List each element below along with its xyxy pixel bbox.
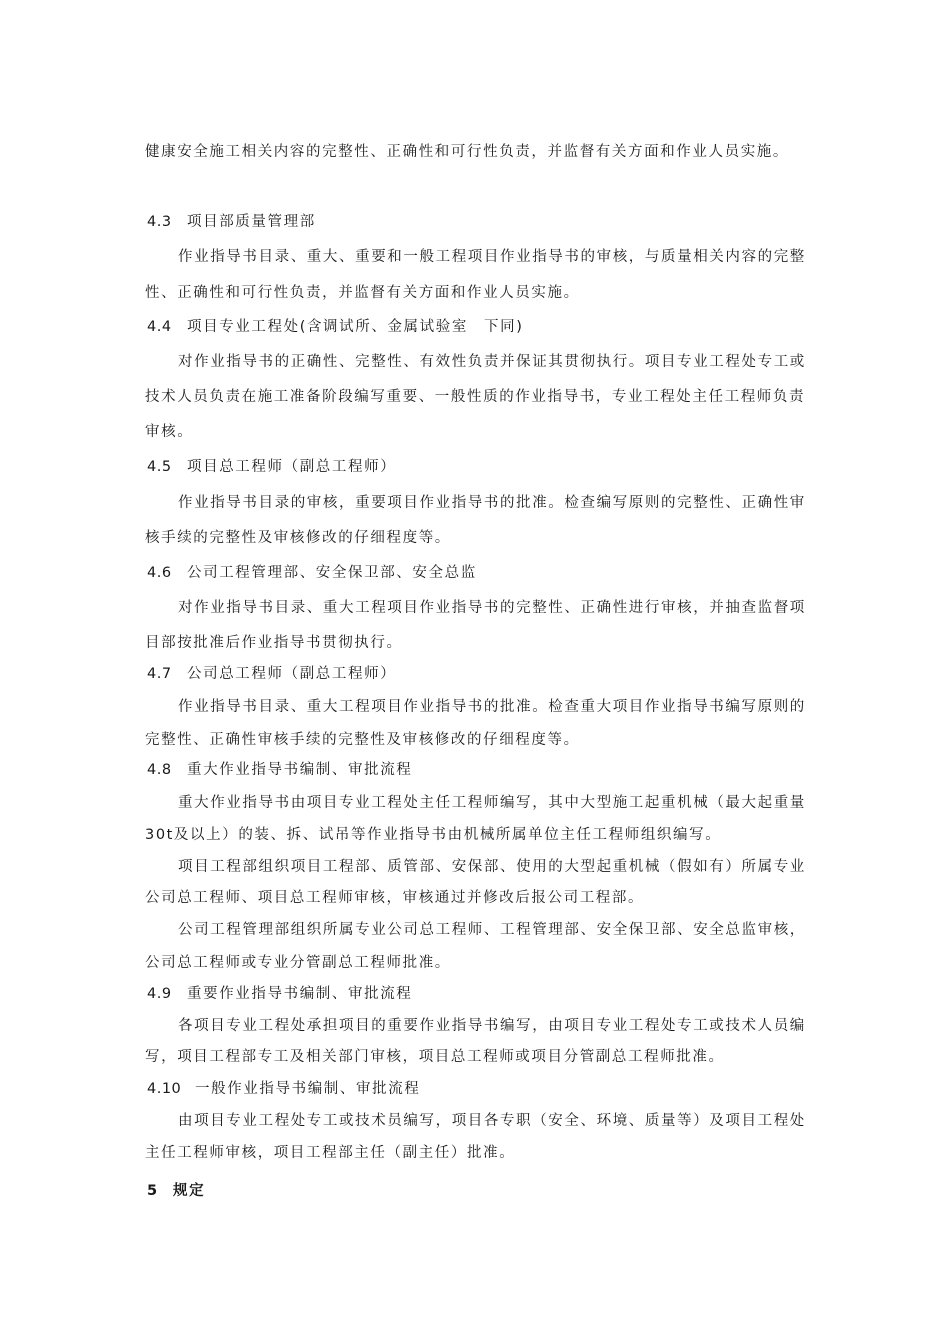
section-number: 4.3: [147, 214, 172, 230]
body-text-line: 作业指导书目录、重大工程项目作业指导书的批准。检查重大项目作业指导书编写原则的: [178, 699, 806, 715]
section-heading-4-7: [147, 664, 396, 684]
body-text-line: 重大作业指导书由项目专业工程处主任工程师编写，其中大型施工起重机械（最大起重量: [178, 795, 806, 811]
body-text-line: 项目工程部组织项目工程部、质管部、安保部、使用的大型起重机械（假如有）所属专业: [178, 859, 806, 875]
section-heading-4-3: [147, 212, 316, 232]
body-text-line: 作业指导书目录、重大、重要和一般工程项目作业指导书的审核，与质量相关内容的完整: [178, 249, 806, 265]
body-text-line: 公司总工程师、项目总工程师审核，审核通过并修改后报公司工程部。: [145, 890, 645, 906]
body-text-line: 性、正确性和可行性负责，并监督有关方面和作业人员实施。: [145, 285, 580, 301]
body-text-line: 完整性、正确性审核手续的完整性及审核修改的仔细程度等。: [145, 732, 580, 748]
body-text-line: 健康安全施工相关内容的完整性、正确性和可行性负责，并监督有关方面和作业人员实施。: [145, 144, 789, 160]
section-title: 一般作业指导书编制、审批流程: [195, 1081, 421, 1097]
section-number: 4.4: [147, 319, 172, 335]
body-text-line: 30t及以上）的装、拆、试吊等作业指导书由机械所属单位主任工程师组织编写。: [145, 827, 722, 843]
body-text-line: 目部按批准后作业指导书贯彻执行。: [145, 635, 403, 651]
section-title: 项目专业工程处(含调试所、金属试验室 下同): [187, 319, 524, 335]
body-text-line: 技术人员负责在施工准备阶段编写重要、一般性质的作业指导书，专业工程处主任工程师负责: [145, 389, 806, 405]
section-heading-4-9: [147, 984, 412, 1004]
section-title: 规定: [173, 1183, 206, 1199]
section-title: 公司总工程师（副总工程师）: [187, 666, 397, 682]
section-number: 4.7: [147, 666, 172, 682]
body-text-line: 公司工程管理部组织所属专业公司总工程师、工程管理部、安全保卫部、安全总监审核，: [178, 922, 806, 938]
body-text-line: 作业指导书目录的审核，重要项目作业指导书的批准。检查编写原则的完整性、正确性审: [178, 495, 806, 511]
section-heading-4-8: [147, 760, 412, 780]
body-text-line: 对作业指导书的正确性、完整性、有效性负责并保证其贯彻执行。项目专业工程处专工或: [178, 354, 806, 370]
section-title: 项目部质量管理部: [187, 214, 316, 230]
section-number: 4.10: [147, 1081, 182, 1097]
section-number: 4.5: [147, 459, 172, 475]
section-heading-4-10: [147, 1079, 420, 1099]
body-text-line: 主任工程师审核，项目工程部主任（副主任）批准。: [145, 1145, 516, 1161]
section-heading-4-6: [147, 563, 477, 583]
section-heading-4-4: [147, 317, 524, 337]
body-text-line: 核手续的完整性及审核修改的仔细程度等。: [145, 530, 451, 546]
section-title: 重要作业指导书编制、审批流程: [187, 986, 413, 1002]
section-heading-5: [147, 1181, 205, 1201]
section-number: 5: [147, 1183, 159, 1199]
section-number: 4.6: [147, 565, 172, 581]
body-text-line: 各项目专业工程处承担项目的重要作业指导书编写，由项目专业工程处专工或技术人员编: [178, 1018, 806, 1034]
body-text-line: 对作业指导书目录、重大工程项目作业指导书的完整性、正确性进行审核，并抽查监督项: [178, 600, 806, 616]
section-title: 重大作业指导书编制、审批流程: [187, 762, 413, 778]
body-text-line: 审核。: [145, 424, 194, 440]
section-number: 4.9: [147, 986, 172, 1002]
body-text-line: 写，项目工程部专工及相关部门审核，项目总工程师或项目分管副总工程师批准。: [145, 1049, 725, 1065]
body-text-line: 公司总工程师或专业分管副总工程师批准。: [145, 955, 451, 971]
section-title: 公司工程管理部、安全保卫部、安全总监: [187, 565, 477, 581]
body-text-line: 由项目专业工程处专工或技术员编写，项目各专职（安全、环境、质量等）及项目工程处: [178, 1113, 806, 1129]
section-title: 项目总工程师（副总工程师）: [187, 459, 397, 475]
section-heading-4-5: [147, 457, 396, 477]
section-number: 4.8: [147, 762, 172, 778]
